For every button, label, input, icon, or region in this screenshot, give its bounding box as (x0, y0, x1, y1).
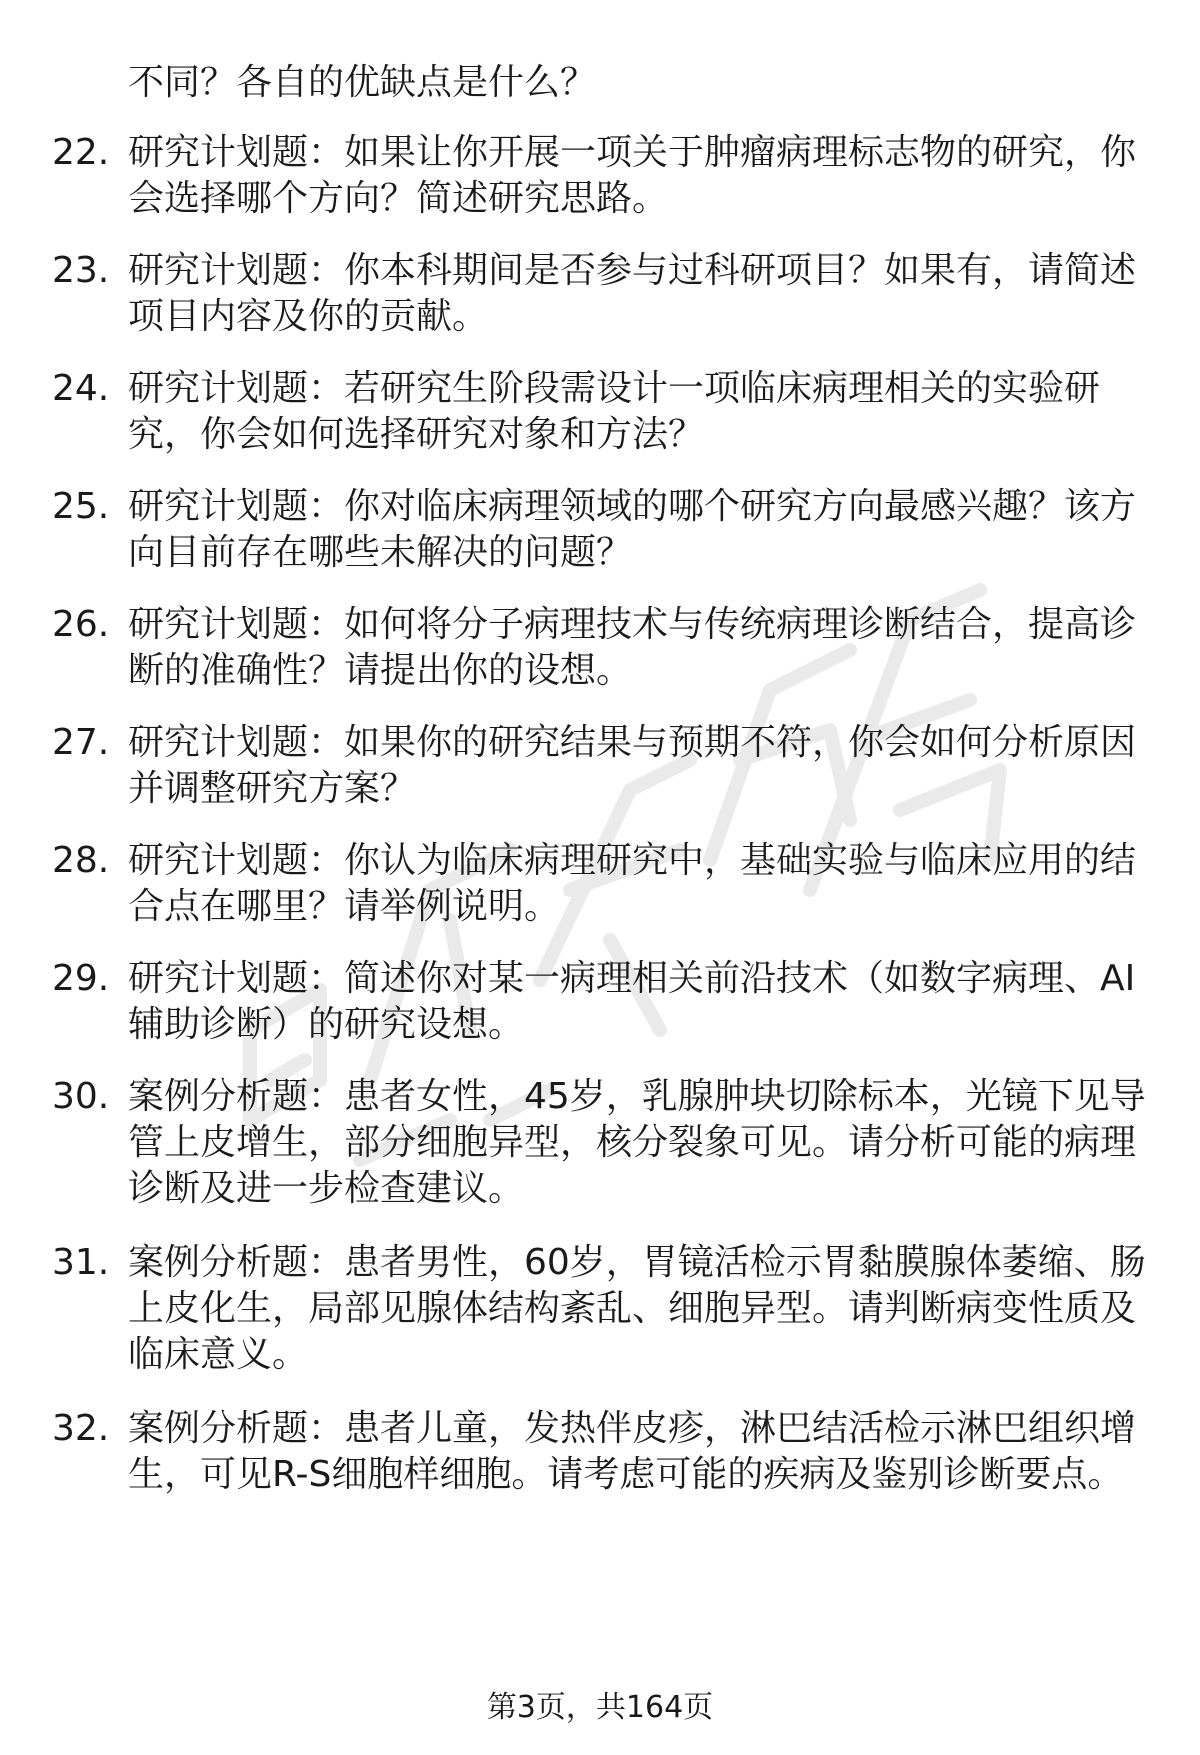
question-text-line: 研究计划题：如何将分子病理技术与传统病理诊断结合，提高诊 (128, 604, 1137, 645)
question-number: 22. (52, 132, 110, 173)
question-text-line: 案例分析题：患者男性，60岁，胃镜活检示胃黏膜腺体萎缩、肠 (128, 1242, 1146, 1283)
question-number: 32. (52, 1408, 110, 1449)
question-text-line: 研究计划题：你认为临床病理研究中，基础实验与临床应用的结 (128, 840, 1137, 881)
question-number: 29. (52, 958, 110, 999)
question-text-line: 断的准确性？请提出你的设想。 (128, 650, 633, 691)
question-text-line: 案例分析题：患者儿童，发热伴皮疹，淋巴结活检示淋巴组织增 (128, 1408, 1137, 1449)
question-text-line: 研究计划题：若研究生阶段需设计一项临床病理相关的实验研 (128, 368, 1101, 409)
question-text-line: 合点在哪里？请举例说明。 (128, 886, 561, 927)
question-text-line: 上皮化生，局部见腺体结构紊乱、细胞异型。请判断病变性质及 (128, 1288, 1137, 1329)
question-number: 30. (52, 1076, 110, 1117)
continuation-text: 不同？各自的优缺点是什么？ (128, 62, 597, 103)
question-number: 24. (52, 368, 110, 409)
question-text-line: 会选择哪个方向？简述研究思路。 (128, 178, 669, 219)
question-number: 23. (52, 250, 110, 291)
question-text-line: 管上皮增生，部分细胞异型，核分裂象可见。请分析可能的病理 (128, 1122, 1137, 1163)
question-text-line: 研究计划题：简述你对某一病理相关前沿技术（如数字病理、AI (128, 958, 1136, 999)
question-number: 28. (52, 840, 110, 881)
question-text-line: 研究计划题：你对临床病理领域的哪个研究方向最感兴趣？该方 (128, 486, 1137, 527)
question-number: 26. (52, 604, 110, 645)
question-text-line: 辅助诊断）的研究设想。 (128, 1004, 525, 1045)
page-footer: 第3页，共164页 (486, 1690, 714, 1725)
question-text-line: 并调整研究方案？ (128, 768, 417, 809)
question-text-line: 生，可见R-S细胞样细胞。请考虑可能的疾病及鉴别诊断要点。 (128, 1454, 1124, 1495)
question-text-line: 研究计划题：你本科期间是否参与过科研项目？如果有，请简述 (128, 250, 1137, 291)
question-text-line: 临床意义。 (128, 1334, 309, 1375)
question-text-line: 案例分析题：患者女性，45岁，乳腺肿块切除标本，光镜下见导 (128, 1076, 1146, 1117)
question-text-line: 究，你会如何选择研究对象和方法？ (128, 414, 705, 455)
question-text-line: 诊断及进一步检查建议。 (128, 1168, 525, 1209)
question-text-line: 项目内容及你的贡献。 (128, 296, 489, 337)
question-text-line: 向目前存在哪些未解决的问题？ (128, 532, 633, 573)
question-number: 27. (52, 722, 110, 763)
question-number: 31. (52, 1242, 110, 1283)
question-number: 25. (52, 486, 110, 527)
question-text-line: 研究计划题：如果让你开展一项关于肿瘤病理标志物的研究，你 (128, 132, 1137, 173)
question-text-line: 研究计划题：如果你的研究结果与预期不符，你会如何分析原因 (128, 722, 1137, 763)
